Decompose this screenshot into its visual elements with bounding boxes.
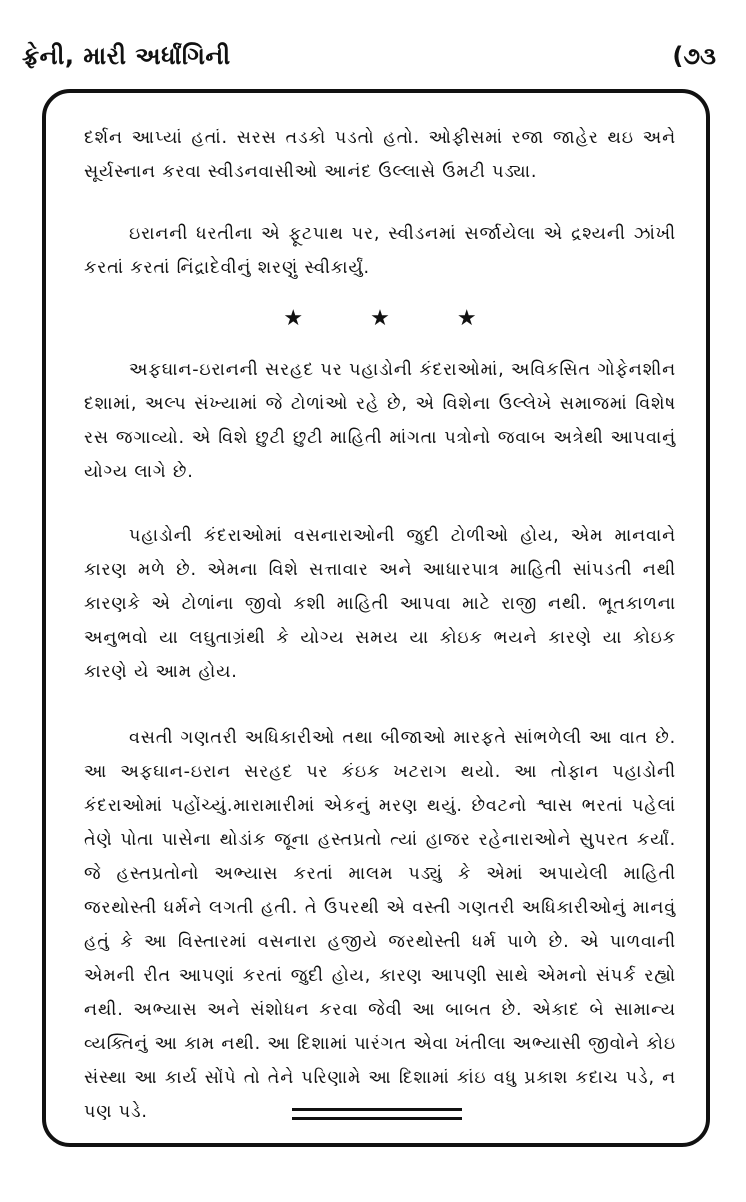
- paragraph-5: વસતી ગણતરી અધિકારીઓ તથા બીજાઓ મારફતે સાંભળેલી આ વાત છે. આ અફઘાન-ઇરાન સરહદ પર કંઇક ખટરાગ થયો. આ તોફાન પહાડોની કંદરાઓમાં પહોંચ્યું.મારામારીમાં એકનું મરણ થયું. છેવટનો શ્વાસ ભરતાં પહેલાં તેણે પોતા પાસેના થોડાંક જૂના હસ્તપ્રતો ત્યાં હાજર રહેનારાઓને સુપરત કર્યાં. જે હસ્તપ્રતોનો અભ્યાસ કરતાં માલમ પડ્યું કે એમાં અપાયેલી માહિતી જરથોસ્તી ધર્મને લગતી હતી. તે ઉપરથી એ વસ્તી ગણતરી અધિકારીઓનું માનવું હતું કે આ વિસ્તારમાં વસનારા હજીયે જરથોસ્તી ધર્મ પાળે છે. એ પાળવાની એમની રીત આપણાં કરતાં જુદી હોય, કારણ આપણી સાથે એમનો સંપર્ક રહ્યો નથી. અભ્યાસ અને સંશોધન કરવા જેવી આ બાબત છે. એકાદ બે સામાન્ય વ્યક્તિનું આ કામ નથી. આ દિશામાં પારંગત એવા ખંતીલા અભ્યાસી જીવોને કોઇ સંસ્થા આ કાર્ય સોંપે તો તેને પરિણામે આ દિશામાં કાંઇ વધુ પ્રકાશ કદાચ પડે, ન પણ પડે.: [84, 728, 676, 1122]
- page-number: (૭૩: [672, 42, 716, 70]
- paragraph-3: અફઘાન-ઇરાનની સરહદ પર પહાડોની કંદરાઓમાં, અવિકસિત ગોફેનશીન દશામાં, અલ્પ સંખ્યામાં જે ટોળાંઓ રહે છે, એ વિશેના ઉલ્લેખે સમાજમાં વિશેષ રસ જગાવ્યો. એ વિશે છુટી છુટી માહિતી માંગતા પત્રોનો જવાબ અત્રેથી આપવાનું યોગ્ય લાગે છે.: [84, 360, 676, 482]
- page-frame: [42, 89, 710, 1147]
- end-rule-bottom-line: [292, 1117, 462, 1120]
- text-body: [84, 121, 676, 1122]
- end-double-rule: [292, 1108, 462, 1120]
- running-header: [22, 42, 716, 82]
- paragraph-1: દર્શન આપ્યાં હતાં. સરસ તડકો પડતો હતો. ઓફીસમાં રજા જાહેર થઇ અને સૂર્યસ્નાન કરવા સ્વીડનવાસીઓ આનંદ ઉલ્લાસે ઉમટી પડ્યા.: [84, 128, 676, 182]
- paragraph-2: ઇરાનની ધરતીના એ ફૂટપાથ પર, સ્વીડનમાં સર્જાયેલા એ દ્રશ્યની ઝાંખી કરતાં કરતાં નિંદ્રાદેવીનું શરણું સ્વીકાર્યું.: [84, 224, 676, 278]
- end-rule-top-line: [292, 1108, 462, 1111]
- section-separator-stars: ★ ★ ★: [283, 306, 507, 331]
- paragraph-4: પહાડોની કંદરાઓમાં વસનારાઓની જુદી ટોળીઓ હોય, એમ માનવાને કારણ મળે છે. એમના વિશે સત્તાવાર અને આધારપાત્ર માહિતી સાંપડતી નથી કારણકે એ ટોળાંના જીવો કશી માહિતી આપવા માટે રાજી નથી. ભૂતકાળના અનુભવો યા લઘુતાગ્રંથી કે યોગ્ય સમય યા કોઇક ભયને કારણે યા કોઇક કારણે યે આમ હોય.: [84, 526, 676, 682]
- running-title: ફ્રેની, મારી અર્ધાંગિની: [22, 42, 231, 70]
